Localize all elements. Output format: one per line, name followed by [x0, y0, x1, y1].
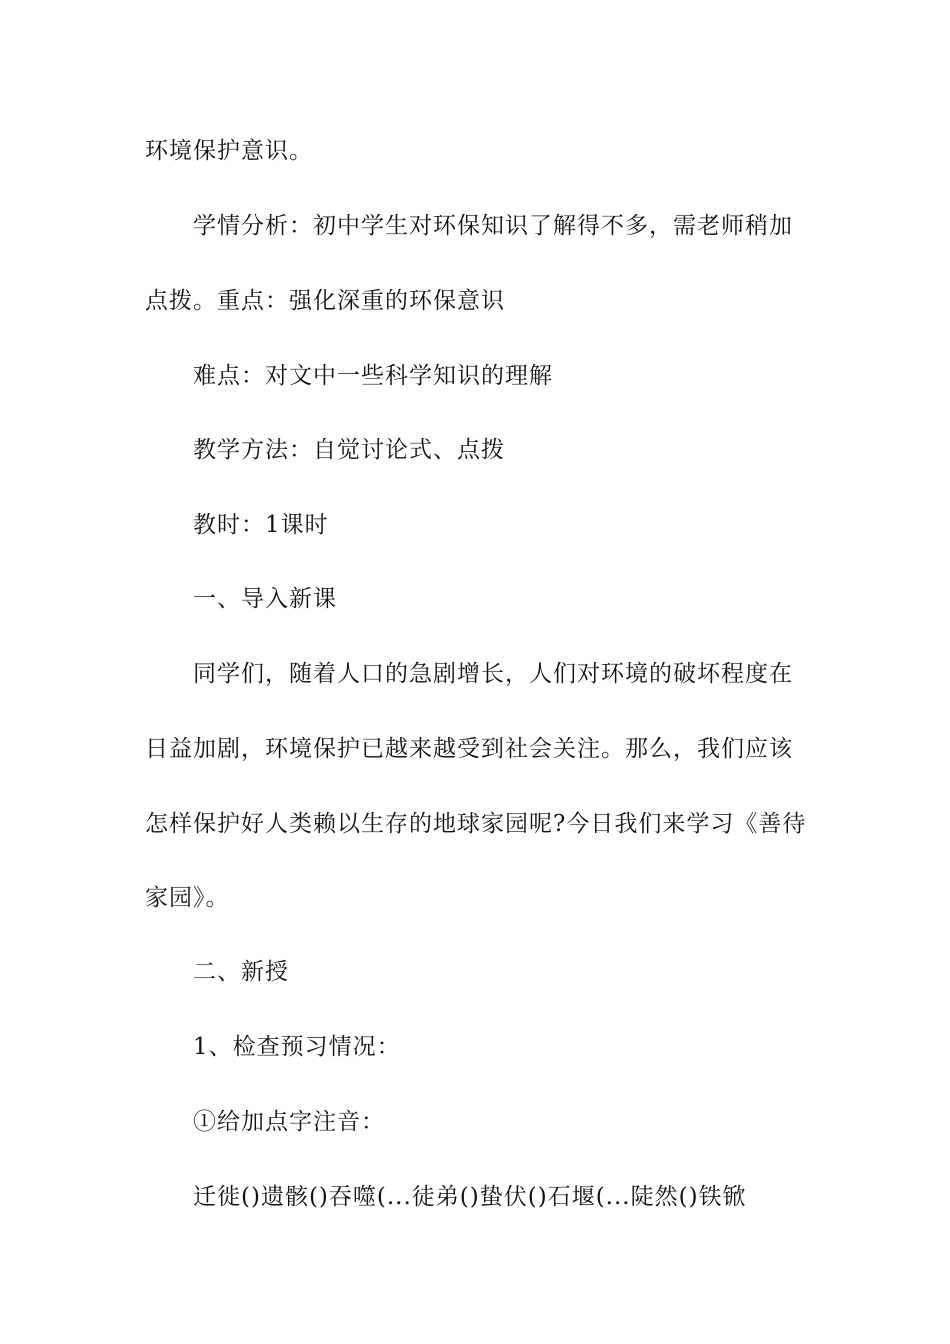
section-heading: 一、导入新课 — [193, 586, 337, 612]
section-heading: 二、新授 — [193, 959, 289, 985]
paragraph-line: 环境保护意识。 — [145, 138, 313, 164]
paragraph-line: 难点：对文中一些科学知识的理解 — [193, 363, 553, 389]
paragraph-line: 教时：1课时 — [193, 512, 329, 538]
paragraph-line: ①给加点字注音： — [193, 1109, 385, 1135]
paragraph-line: 怎样保护好人类赖以生存的地球家园呢?今日我们来学习《善待 — [145, 811, 807, 837]
paragraph-line: 家园》。 — [145, 885, 230, 911]
paragraph-line: 学情分析：初中学生对环保知识了解得不多，需老师稍加 — [193, 213, 793, 239]
paragraph-line: 迁徙()遗骸()吞噬(...徒弟()蛰伏()石堰(...陡然()铁锨 — [193, 1184, 747, 1210]
paragraph-line: 日益加剧，环境保护已越来越受到社会关注。那么，我们应该 — [145, 736, 793, 762]
paragraph-line: 1、检查预习情况： — [193, 1034, 401, 1060]
paragraph-line: 点拨。重点：强化深重的环保意识 — [145, 288, 505, 314]
paragraph-line: 教学方法：自觉讨论式、点拨 — [193, 437, 505, 463]
paragraph-line: 同学们，随着人口的急剧增长，人们对环境的破坏程度在 — [193, 661, 793, 687]
